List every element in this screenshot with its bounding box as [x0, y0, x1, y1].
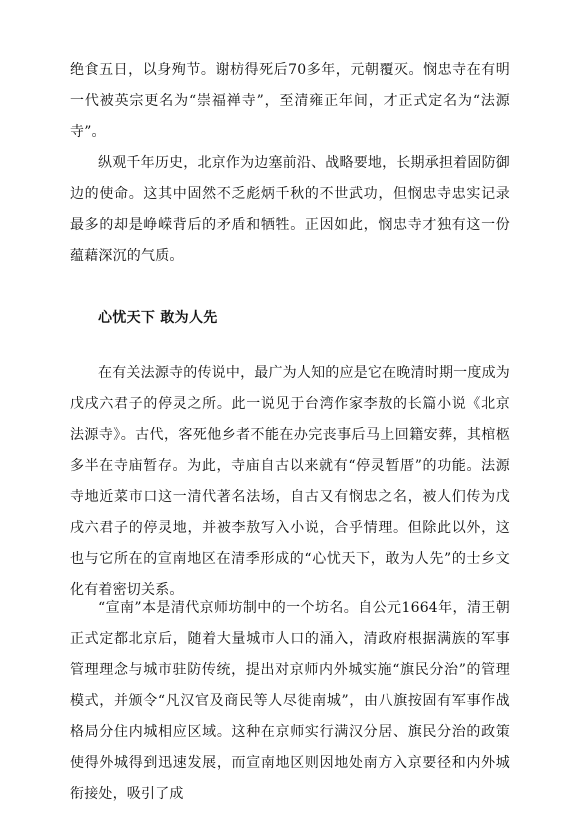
paragraph-xuannan: “宣南”本是清代京师坊制中的一个坊名。自公元1664年，清王朝正式定都北京后，随着大量城市人口的涌入，清政府根据满族的军事管理理念与城市驻防传统，提出对京师内外城实施“旗民分治”的管理模式，并颁令“凡汉官及商民等人尽徙南城”，由八旗按固有军事作战格局分住内城相应区域。这种在京师实行满汉分居、旗民分治的政策使得外城得到迅速发展，而宣南地区则因地处南方入京要径和内外城衔接处，吸引了成: [70, 600, 510, 802]
paragraph-continuation: 绝食五日，以身殉节。谢枋得死后70多年，元朝覆灭。悯忠寺在有明一代被英宗更名为“崇福禅寺”，至清雍正年间，才正式定名为“法源寺”。: [70, 62, 510, 140]
paragraph-legend: 在有关法源寺的传说中，最广为人知的应是它在晚清时期一度成为戊戌六君子的停灵之所。此一说见于台湾作家李敖的长篇小说《北京法源寺》。古代，客死他乡者不能在办完丧事后马上回籍安葬，其棺柩多半在寺庙暂存。为此，寺庙自古以来就有“停灵暂厝”的功能。法源寺地近菜市口这一清代著名法场，自古又有悯忠之名，被人们传为戊戌六君子的停灵地，并被李敖写入小说，合乎情理。但除此以外，这也与它所在的宣南地区在清季形成的“心忧天下，敢为人先”的士乡文化有着密切关系。: [70, 365, 510, 598]
section-heading: 心忧天下 敢为人先: [98, 310, 218, 326]
paragraph-history-overview: 纵观千年历史，北京作为边塞前沿、战略要地，长期承担着固防御边的使命。这其中固然不乏彪炳千秋的不世武功，但悯忠寺忠实记录最多的却是峥嵘背后的矛盾和牺牲。正因如此，悯忠寺才独有这一份蕴藉深沉的气质。: [70, 155, 510, 264]
